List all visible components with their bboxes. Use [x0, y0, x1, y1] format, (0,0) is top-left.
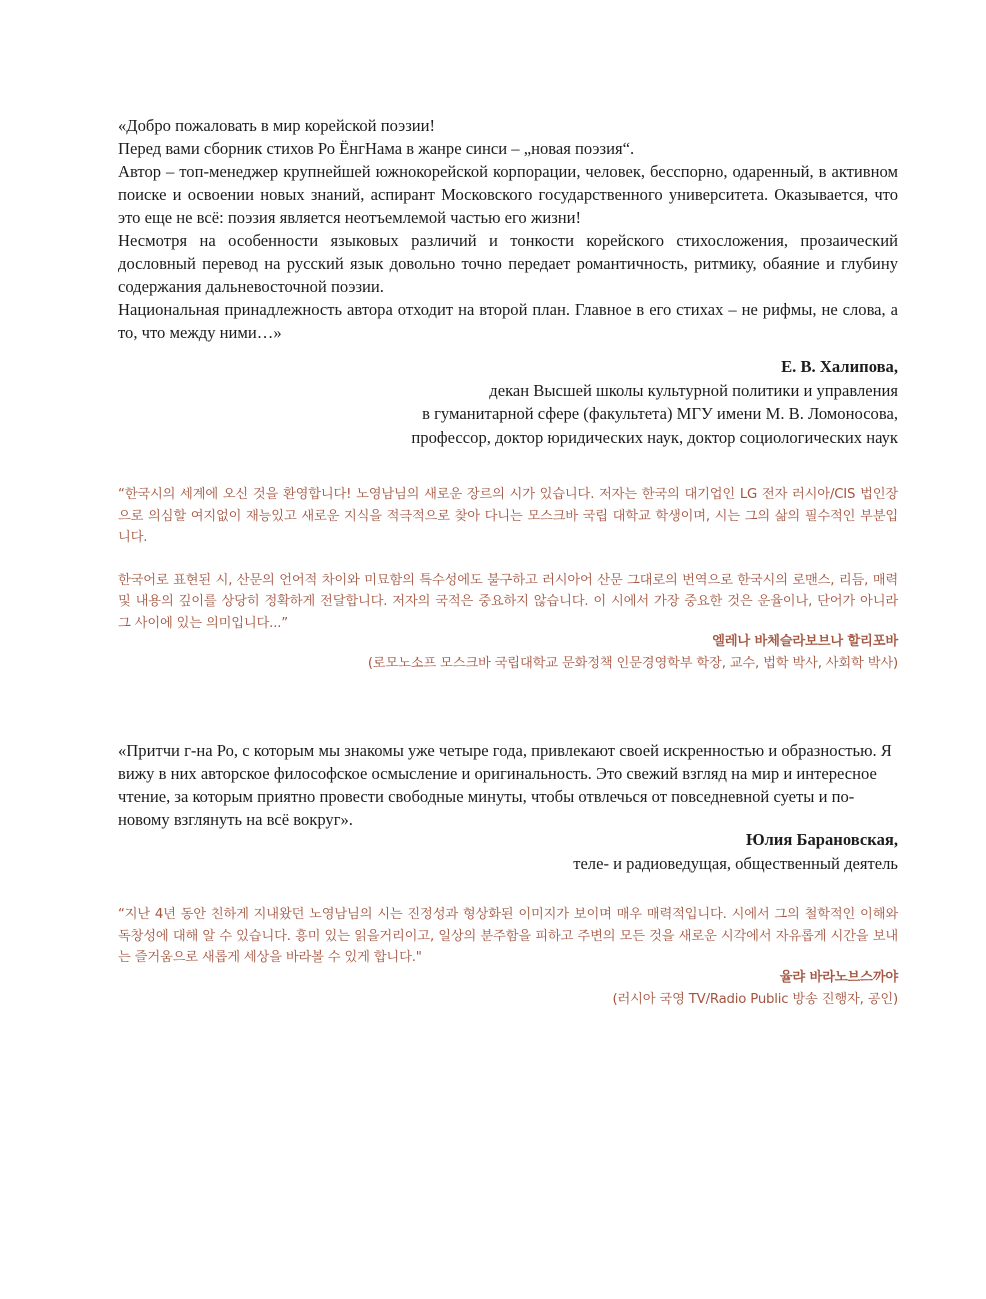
quote1-ko-signature-name: 엘레나 바체슬라보브나 할리포바	[712, 634, 898, 649]
quote1-ru-paragraph-1: «Добро пожаловать в мир корейской поэзии!	[118, 116, 436, 135]
quote1-ko-paragraph-2: 한국어로 표현된 시, 산문의 언어적 차이와 미묘함의 특수성에도 불구하고 러시아어 산문 그대로의 번역으로 한국시의 로맨스, 리듬, 매력 및 내용의 깊이를 상당히 정확하게 전달합니다. 저자의 국적은 중요하지 않습니다. 이 시에서 가장 중요한 것은 운율이나, 단어가 아니라 그 사이에 있는 의미입니다...”	[118, 572, 898, 631]
quote2-signature-line-1: теле- и радиоведущая, общественный деятель	[573, 853, 898, 873]
quote1-korean-text	[118, 484, 898, 634]
quote2-korean-text	[118, 904, 898, 969]
quote2-signature	[118, 828, 898, 875]
quote1-korean-signature	[118, 631, 898, 674]
quote1-ru-paragraph-5: Национальная принадлежность автора отходит на второй план. Главное в его стихах – не рифмы, не слова, а то, что между ними…»	[118, 300, 898, 342]
quote2-ko-paragraph-1: “지난 4년 동안 친하게 지내왔던 노영남님의 시는 진정성과 형상화된 이미지가 보이며 매우 매력적입니다. 시에서 그의 철학적인 이해와 독창성에 대해 알 수 있습니다. 흥미 있는 읽을거리이고, 일상의 분주함을 피하고 주변의 모든 것을 새로운 시각에서 자유롭게 시간을 보내는 즐거움으로 새롭게 세상을 바라볼 수 있게 합니다."	[118, 907, 898, 965]
quote1-signature-line-2: в гуманитарной сфере (факультета) МГУ имени М. В. Ломоносова,	[422, 404, 898, 423]
quote1-ru-paragraph-4: Несмотря на особенности языковых различий и тонкости корейского стихосложения, прозаический дословный перевод на русский язык довольно точно передает романтичность, ритмику, обаяние и глубину содержания дальневосточной поэзии.	[118, 231, 898, 296]
quote1-ru-paragraph-3: Автор – топ-менеджер крупнейшей южнокорейской корпорации, человек, бесспорно, одаренный, в активном поиске и освоении новых знаний, аспирант Московского государственного университета. Оказывается, что это еще не всё: поэзия является неотъемлемой частью его жизни!	[118, 162, 898, 227]
quote1-ko-signature-line: (로모노소프 모스크바 국립대학교 문화정책 인문경영학부 학장, 교수, 법학 박사, 사회학 박사)	[367, 655, 898, 671]
quote2-signature-name: Юлия Барановская,	[746, 830, 898, 849]
quote2-korean-signature	[118, 967, 898, 1010]
quote1-signature-name: Е. В. Халипова,	[781, 357, 898, 376]
quote1-ko-paragraph-1: “한국시의 세계에 오신 것을 환영합니다! 노영남님의 새로운 장르의 시가 있습니다. 저자는 한국의 대기업인 LG 전자 러시아/CIS 법인장으로 의심할 여지없이 재능있고 새로운 지식을 적극적으로 찾아 다니는 모스크바 국립 대학교 학생이며, 시는 그의 삶의 필수적인 부분입니다.	[118, 487, 898, 545]
quote2-ko-signature-name: 율랴 바라노브스까야	[779, 970, 898, 985]
quote2-ru-paragraph-1: «Притчи г-на Ро, с которым мы знакомы уже четыре года, привлекают своей искренностью и образностью. Я вижу в них авторское философское осмысление и оригинальность. Это свежий взгляд на мир и интересное чтение, за которым приятно провести свободные минуты, чтобы отвлечься от повседневной суеты и по-новому взглянуть на всё вокруг».	[118, 741, 892, 829]
quote1-signature	[118, 355, 898, 449]
quote1-russian-text	[118, 114, 898, 344]
quote1-ru-paragraph-2: Перед вами сборник стихов Ро ЁнгНама в жанре синси – „новая поэзия“.	[118, 139, 635, 158]
quote1-signature-line-1: декан Высшей школы культурной политики и управления	[489, 380, 898, 400]
quote2-russian-text	[118, 739, 898, 831]
quote2-ko-signature-line: (러시아 국영 TV/Radio Public 방송 진행자, 공인)	[612, 991, 898, 1007]
quote1-signature-line-3: профессор, доктор юридических наук, доктор социологических наук	[411, 427, 898, 447]
